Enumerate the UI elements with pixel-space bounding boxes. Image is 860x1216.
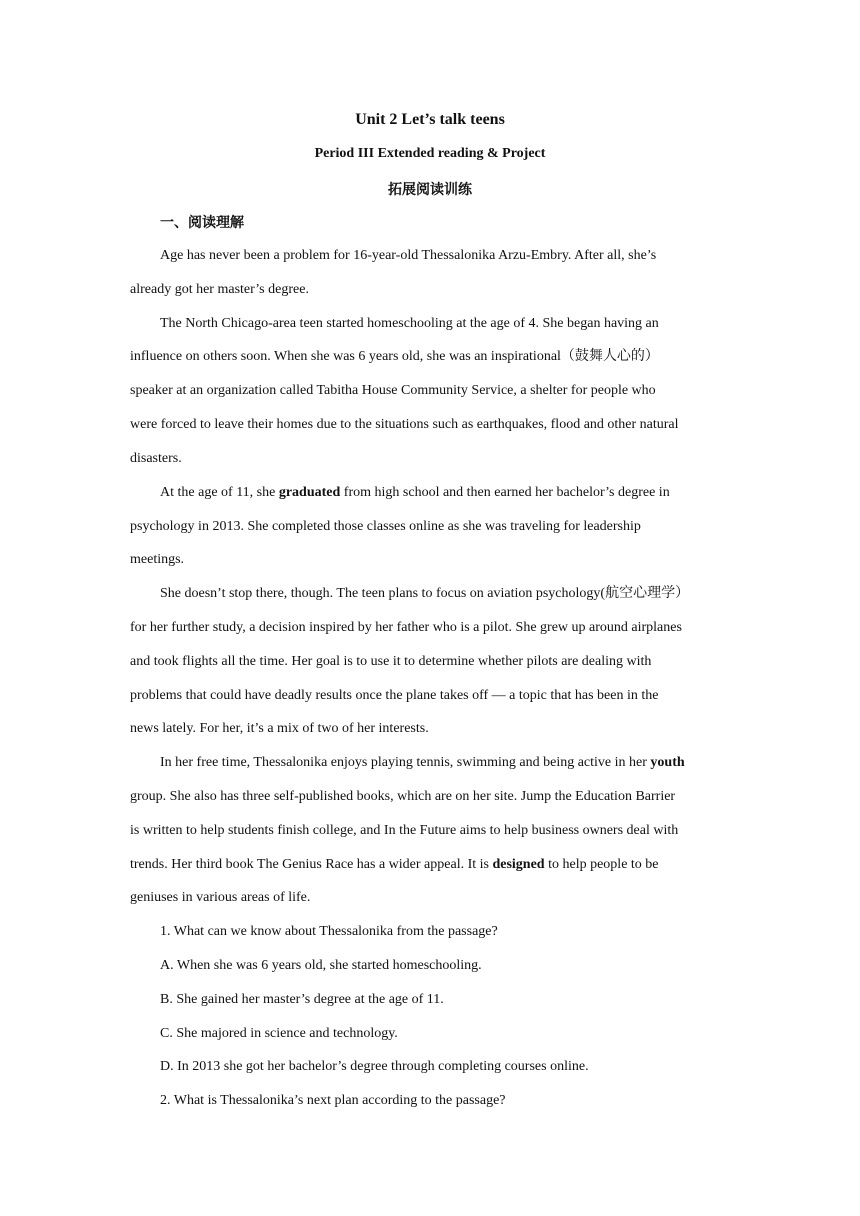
p3-line-3: meetings. <box>130 552 185 567</box>
p4-line-5: news lately. For her, it’s a mix of two of her interests. <box>130 721 429 736</box>
question-2-stem: 2. What is Thessalonika’s next plan according to the passage? <box>160 1093 506 1108</box>
p3-line-2: psychology in 2013. She completed those classes online as she was traveling for leadership <box>130 519 641 534</box>
section-title: 拓展阅读训练 <box>388 182 472 198</box>
p5-line-4-text: trends. Her third book The Genius Race has a wider appeal. It is <box>130 857 493 872</box>
p1-line-2: already got her master’s degree. <box>130 282 309 297</box>
keyword-youth: youth <box>650 755 685 770</box>
p2-line-1: The North Chicago-area teen started homeschooling at the age of 4. She began having an <box>160 316 659 331</box>
p2-line-4: were forced to leave their homes due to the situations such as earthquakes, flood and other natural <box>130 417 679 432</box>
p3-line-1-text-end: from high school and then earned her bachelor’s degree in <box>340 485 670 500</box>
p5-line-1-text: In her free time, Thessalonika enjoys playing tennis, swimming and being active in her <box>160 755 651 770</box>
p2-line-5: disasters. <box>130 451 182 466</box>
question-1-option-c: C. She majored in science and technology. <box>160 1026 398 1041</box>
p4-line-3: and took flights all the time. Her goal is to use it to determine whether pilots are dealing with <box>130 654 652 669</box>
p2-line-3: speaker at an organization called Tabitha House Community Service, a shelter for people who <box>130 383 656 398</box>
question-1-stem: 1. What can we know about Thessalonika from the passage? <box>160 924 498 939</box>
p2-line-2: influence on others soon. When she was 6 years old, she was an inspirational（鼓舞人心的） <box>130 349 659 364</box>
unit-title: Unit 2 Let’s talk teens <box>355 111 505 128</box>
p5-line-4 <box>130 855 659 875</box>
period-title: Period III Extended reading & Project <box>314 146 546 161</box>
p3-line-1 <box>160 483 670 503</box>
p4-line-4: problems that could have deadly results once the plane takes off — a topic that has been in the <box>130 688 659 703</box>
reading-comprehension-heading: 一、阅读理解 <box>160 215 244 231</box>
p5-line-3: is written to help students finish college, and In the Future aims to help business owners deal with <box>130 823 679 838</box>
p5-line-4-text-end: to help people to be <box>544 857 659 872</box>
p4-line-1: She doesn’t stop there, though. The teen plans to focus on aviation psychology(航空心理学） <box>160 586 690 601</box>
p5-line-2: group. She also has three self-published books, which are on her site. Jump the Education Barrier <box>130 789 676 804</box>
question-1-option-b: B. She gained her master’s degree at the age of 11. <box>160 992 444 1007</box>
p5-line-5: geniuses in various areas of life. <box>130 890 311 905</box>
keyword-designed: designed <box>492 857 545 872</box>
p4-line-2: for her further study, a decision inspired by her father who is a pilot. She grew up around airplanes <box>130 620 682 635</box>
p5-line-1 <box>160 753 685 773</box>
question-1-option-a: A. When she was 6 years old, she started homeschooling. <box>160 958 482 973</box>
keyword-graduated: graduated <box>278 485 341 500</box>
p3-line-1-text: At the age of 11, she <box>160 485 279 500</box>
p1-line-1: Age has never been a problem for 16-year-old Thessalonika Arzu-Embry. After all, she’s <box>160 248 657 263</box>
question-1-option-d: D. In 2013 she got her bachelor’s degree through completing courses online. <box>160 1059 589 1074</box>
